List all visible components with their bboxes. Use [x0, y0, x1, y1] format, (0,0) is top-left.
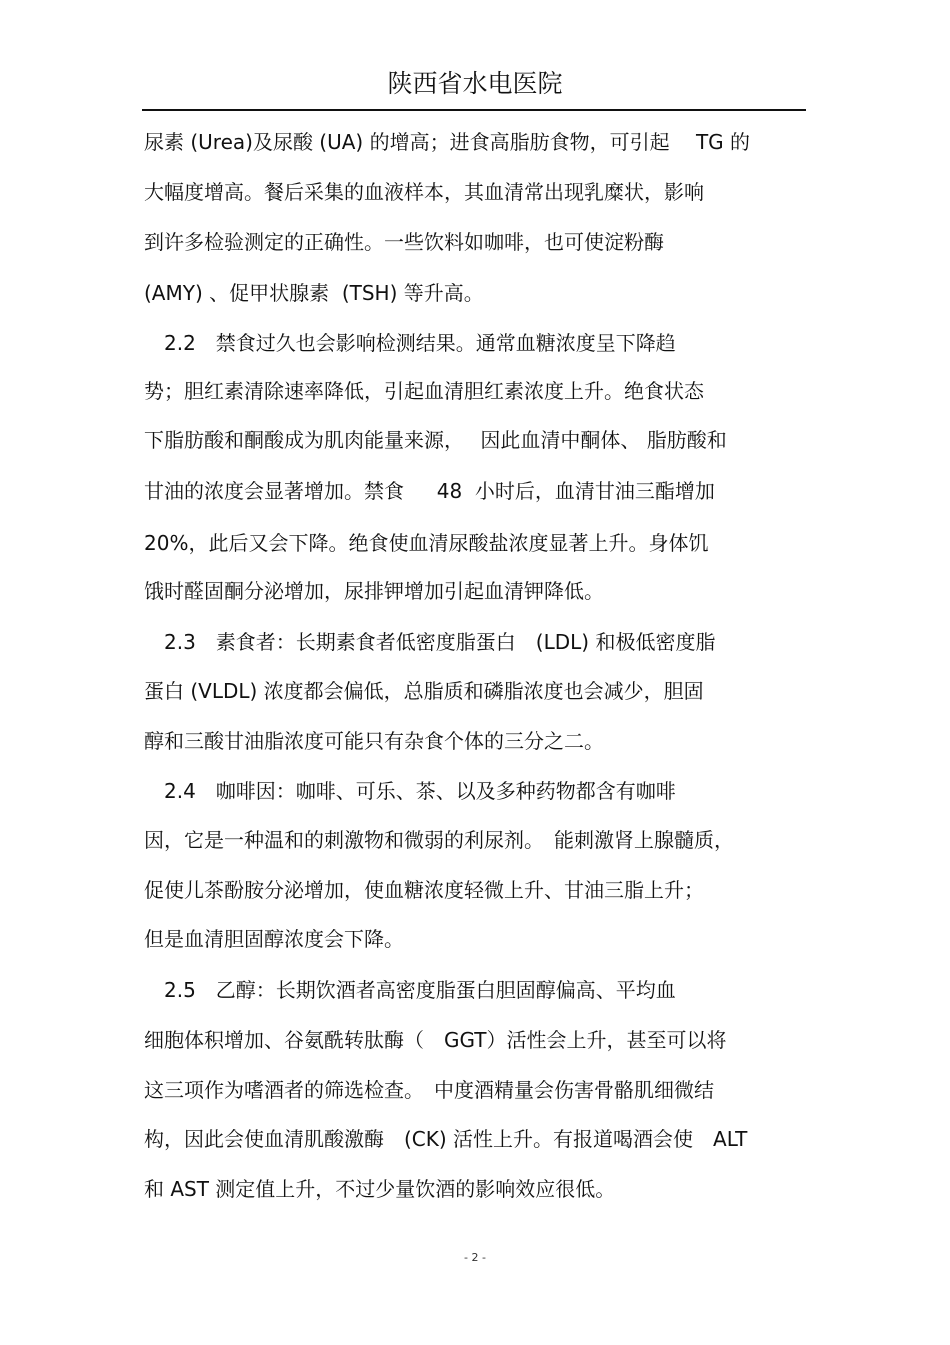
body-line: 醇和三酸甘油脂浓度可能只有杂食个体的三分之二。 — [144, 729, 604, 753]
body-line: 2.3 素食者：长期素食者低密度脂蛋白 (LDL) 和极低密度脂 — [144, 630, 716, 654]
body-line: 下脂肪酸和酮酸成为肌肉能量来源， 因此血清中酮体、 脂肪酸和 — [144, 428, 727, 452]
body-line: 到许多检验测定的正确性。一些饮料如咖啡，也可使淀粉酶 — [144, 230, 664, 254]
body-line: 2.4 咖啡因：咖啡、可乐、茶、以及多种药物都含有咖啡 — [144, 779, 676, 803]
body-line: 2.5 乙醇：长期饮酒者高密度脂蛋白胆固醇偏高、平均血 — [144, 978, 676, 1002]
body-line: (AMY) 、促甲状腺素 (TSH) 等升高。 — [144, 281, 484, 305]
body-line: 但是血清胆固醇浓度会下降。 — [144, 927, 404, 951]
body-line: 细胞体积增加、谷氨酰转肽酶（ GGT）活性会上升，甚至可以将 — [144, 1028, 727, 1052]
body-line: 蛋白 (VLDL) 浓度都会偏低，总脂质和磷脂浓度也会减少，胆固 — [144, 679, 704, 703]
body-line: 尿素 (Urea)及尿酸 (UA) 的增高；进食高脂肪食物，可引起 TG 的 — [144, 130, 751, 154]
body-line: 促使儿茶酚胺分泌增加，使血糖浓度轻微上升、甘油三脂上升； — [144, 878, 704, 902]
body-line: 构，因此会使血清肌酸激酶 (CK) 活性上升。有报道喝酒会使 ALT — [144, 1127, 748, 1151]
body-line: 这三项作为嗜酒者的筛选检查。 中度酒精量会伤害骨骼肌细微结 — [144, 1078, 714, 1102]
body-line: 大幅度增高。餐后采集的血液样本，其血清常出现乳糜状，影响 — [144, 180, 704, 204]
body-line: 甘油的浓度会显著增加。禁食 48 小时后，血清甘油三酯增加 — [144, 479, 715, 503]
body-line: 因，它是一种温和的刺激物和微弱的利尿剂。 能刺激肾上腺髓质， — [144, 828, 734, 852]
body-line: 和 AST 测定值上升，不过少量饮酒的影响效应很低。 — [144, 1177, 616, 1201]
header-divider — [142, 109, 806, 111]
body-line: 2.2 禁食过久也会影响检测结果。通常血糖浓度呈下降趋 — [144, 331, 676, 355]
page-header-title: 陕西省水电医院 — [387, 69, 563, 98]
body-line: 势；胆红素清除速率降低，引起血清胆红素浓度上升。绝食状态 — [144, 379, 704, 403]
body-line: 饿时醛固酮分泌增加，尿排钾增加引起血清钾降低。 — [144, 579, 604, 603]
page-number: - 2 - — [464, 1251, 486, 1264]
body-line: 20%，此后又会下降。绝食使血清尿酸盐浓度显著上升。身体饥 — [144, 531, 709, 555]
